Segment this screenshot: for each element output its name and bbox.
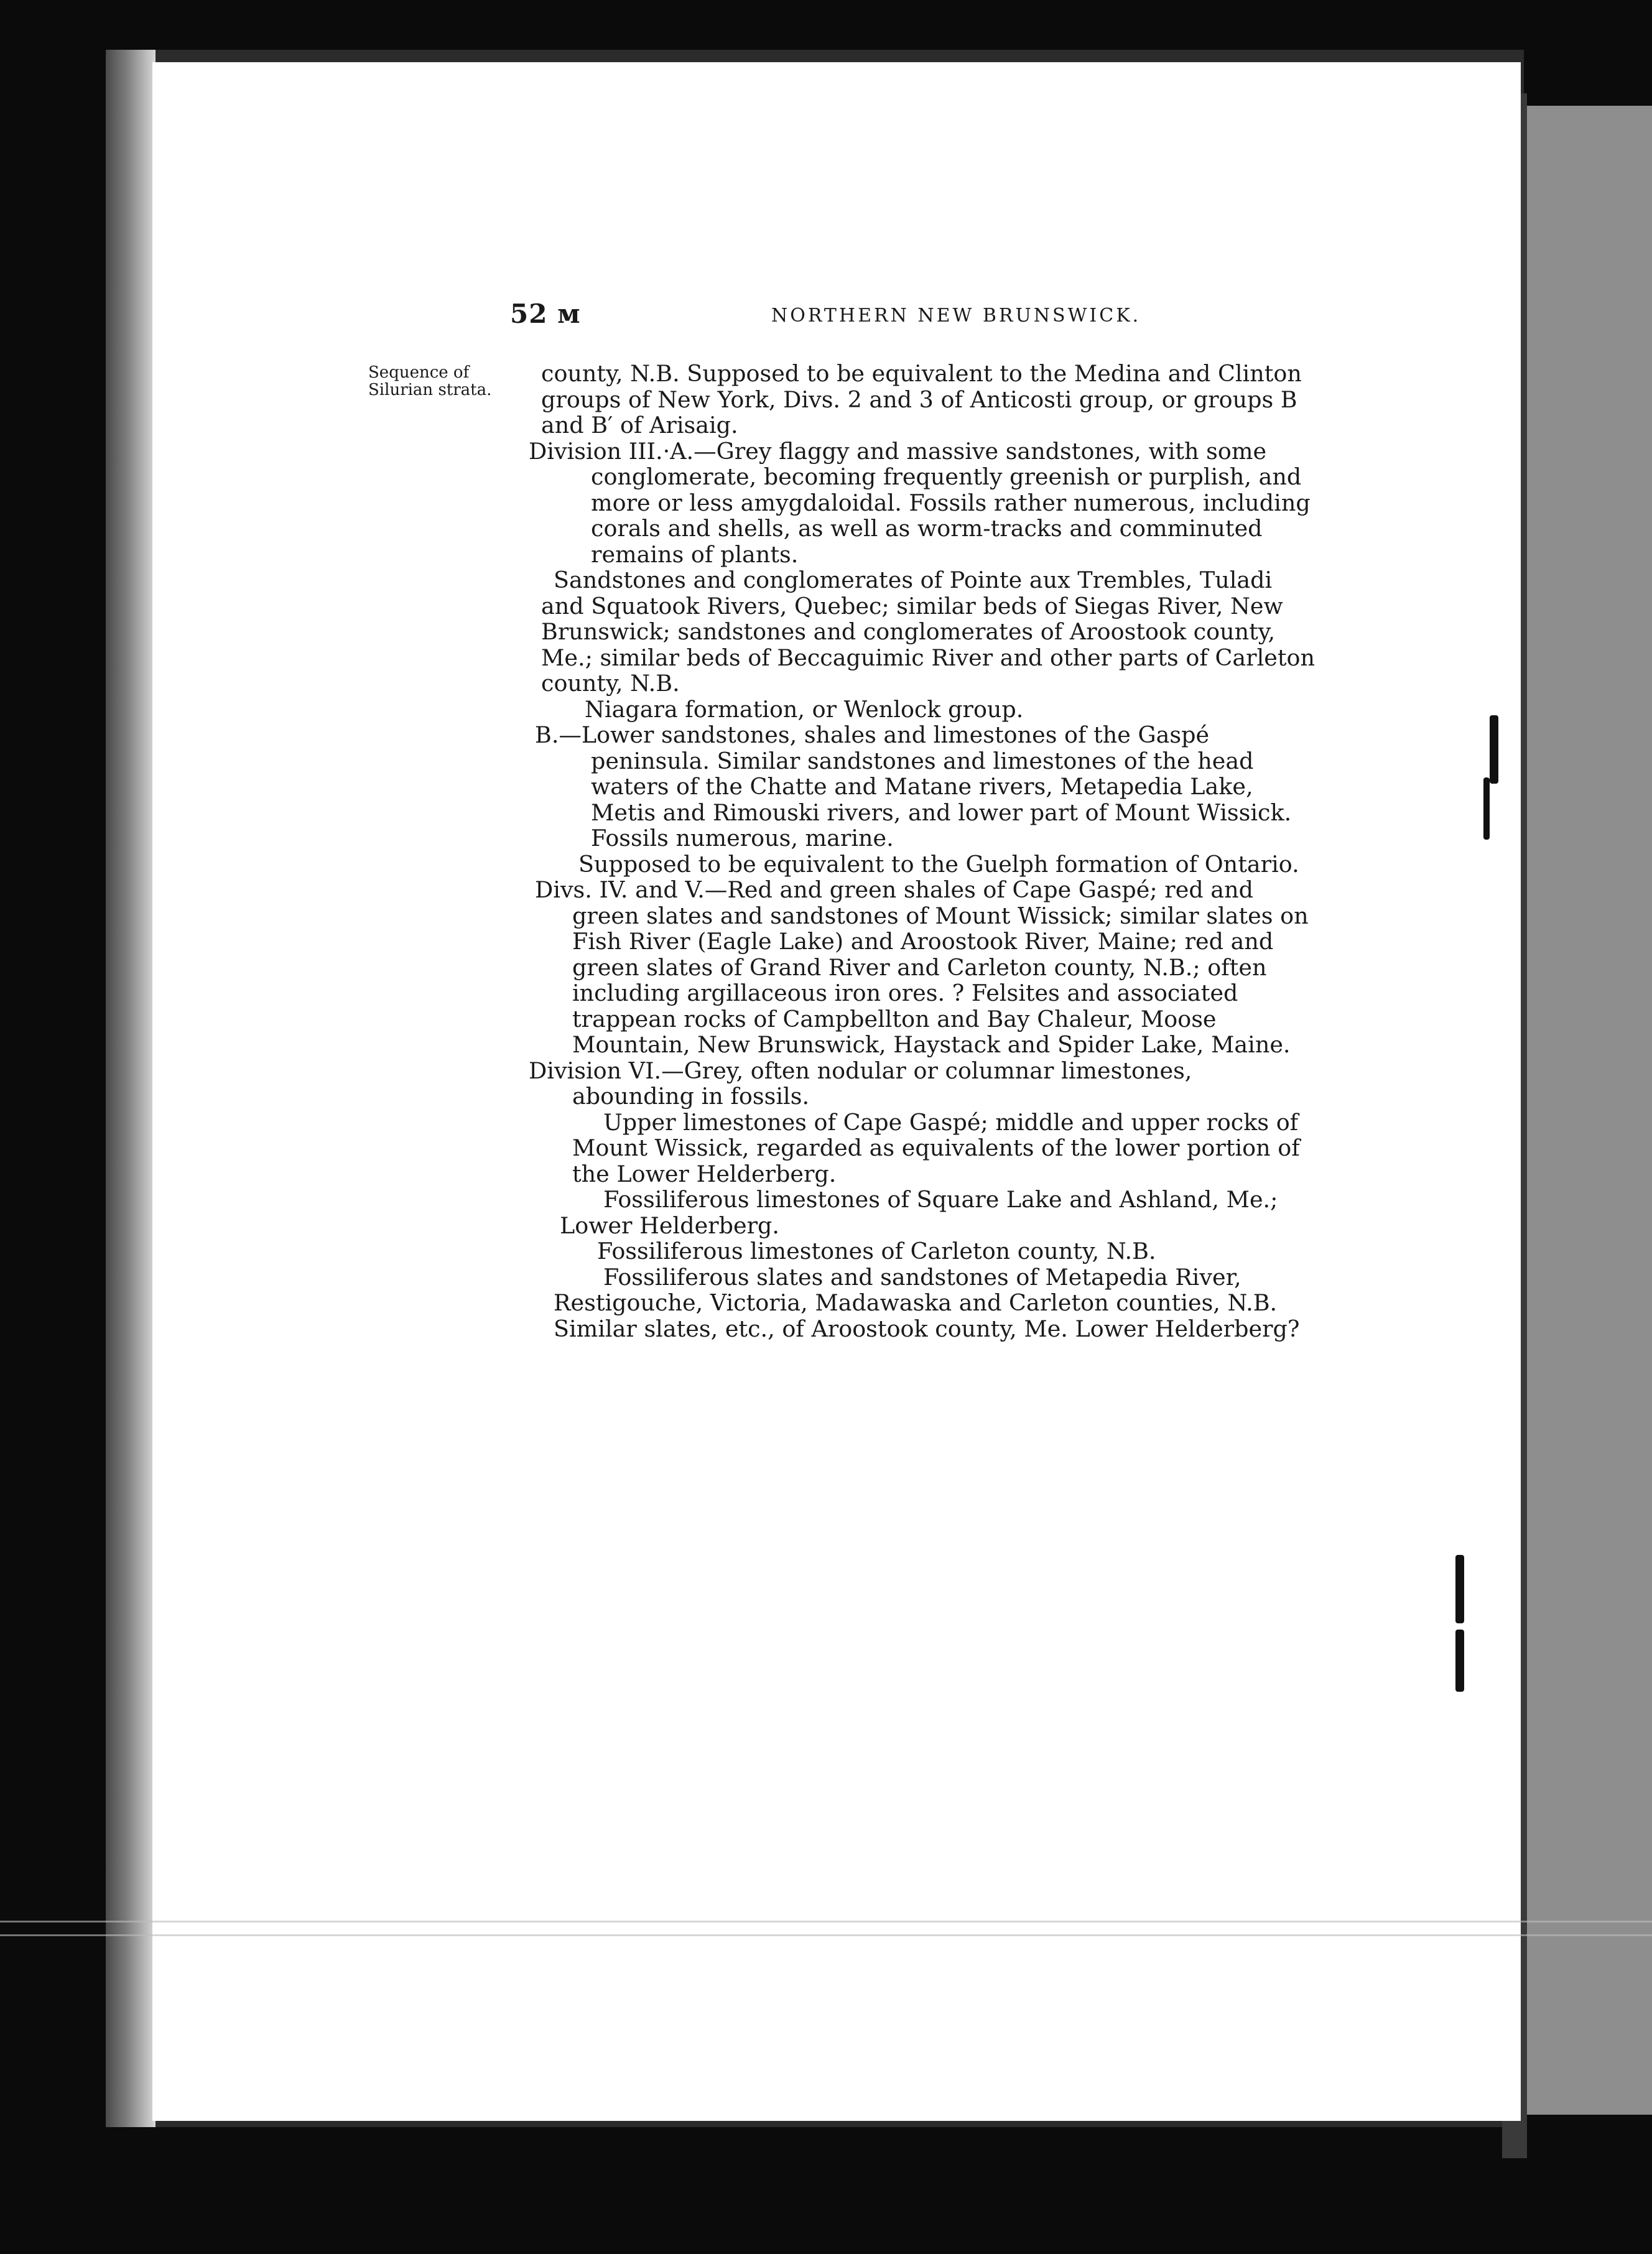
paragraph: Division III.·A.—Grey flaggy and massive sandstones, with some conglomerate, becoming frequently greenish or purplish, and more or less amygdaloidal. Fossils rather numerous, including corals and shells, as well as worm-tracks and comminuted remains of plants. bbox=[529, 437, 1311, 568]
paragraph: Fossiliferous slates and sandstones of Metapedia River, Restigouche, Victoria, Madawaska and Carleton counties, N.B. Similar slates, etc., of Aroostook county, Me. Lower Helderberg? bbox=[554, 1263, 1300, 1342]
paragraph: Sandstones and conglomerates of Pointe aux Trembles, Tuladi and Squatook Rivers, Quebec; similar beds of Siegas River, New Brunswick; sandstones and conglomerates of Aroostook county, Me.; similar beds of Beccaguimic River and other parts of Carleton county, N.B. bbox=[541, 567, 1316, 697]
margin-note: Sequence of Silurian strata. bbox=[368, 363, 492, 399]
binding-mark bbox=[1483, 777, 1490, 840]
paragraph: Fossiliferous limestones of Carleton county, N.B. bbox=[597, 1238, 1156, 1264]
binding-mark bbox=[1455, 1630, 1464, 1692]
paragraph: B.—Lower sandstones, shales and limestones of the Gaspé peninsula. Similar sandstones and limestones of the head waters of the Chatte and Matane rivers, Metapedia Lake, Metis and Rimouski rivers, and lower part of Mount Wissick. Fossils numerous, marine. bbox=[535, 721, 1292, 851]
paragraph: Division VI.—Grey, often nodular or columnar limestones, abounding in fossils. bbox=[529, 1057, 1192, 1110]
running-title: NORTHERN NEW BRUNSWICK. bbox=[771, 305, 1141, 327]
paragraph: Upper limestones of Cape Gaspé; middle and upper rocks of Mount Wissick, regarded as equivalents of the lower portion of the Lower Helderberg. bbox=[572, 1108, 1300, 1187]
paragraph: Niagara formation, or Wenlock group. bbox=[585, 695, 1024, 723]
book-cover bbox=[1518, 106, 1652, 2115]
paragraph: county, N.B. Supposed to be equivalent to the Medina and Clinton groups of New York, Divs. 2 and 3 of Anticosti group, or groups B and B′ of Arisaig. bbox=[541, 360, 1302, 438]
paragraph: Divs. IV. and V.—Red and green shales of Cape Gaspé; red and green slates and sandstones of Mount Wissick; similar slates on Fish River (Eagle Lake) and Aroostook River, Maine; red and green slates of Grand River and Carleton county, N.B.; often including argillaceous iron ores. ? Felsites and associated trappean rocks of Campbellton and Bay Chaleur, Moose Mountain, New Brunswick, Haystack and Spider Lake, Maine. bbox=[535, 876, 1309, 1058]
scan-line bbox=[0, 1934, 1652, 1936]
paragraph: Fossiliferous limestones of Square Lake and Ashland, Me.; Lower Helderberg. bbox=[560, 1186, 1278, 1239]
scan-line bbox=[0, 1921, 1652, 1922]
page-header bbox=[510, 299, 1325, 336]
page-number: 52 м bbox=[510, 299, 581, 329]
page-left-edge bbox=[106, 50, 155, 2127]
binding-mark bbox=[1490, 715, 1498, 784]
paragraph: Supposed to be equivalent to the Guelph formation of Ontario. bbox=[578, 850, 1299, 878]
binding-mark bbox=[1455, 1555, 1464, 1623]
body-text bbox=[529, 360, 1319, 1342]
